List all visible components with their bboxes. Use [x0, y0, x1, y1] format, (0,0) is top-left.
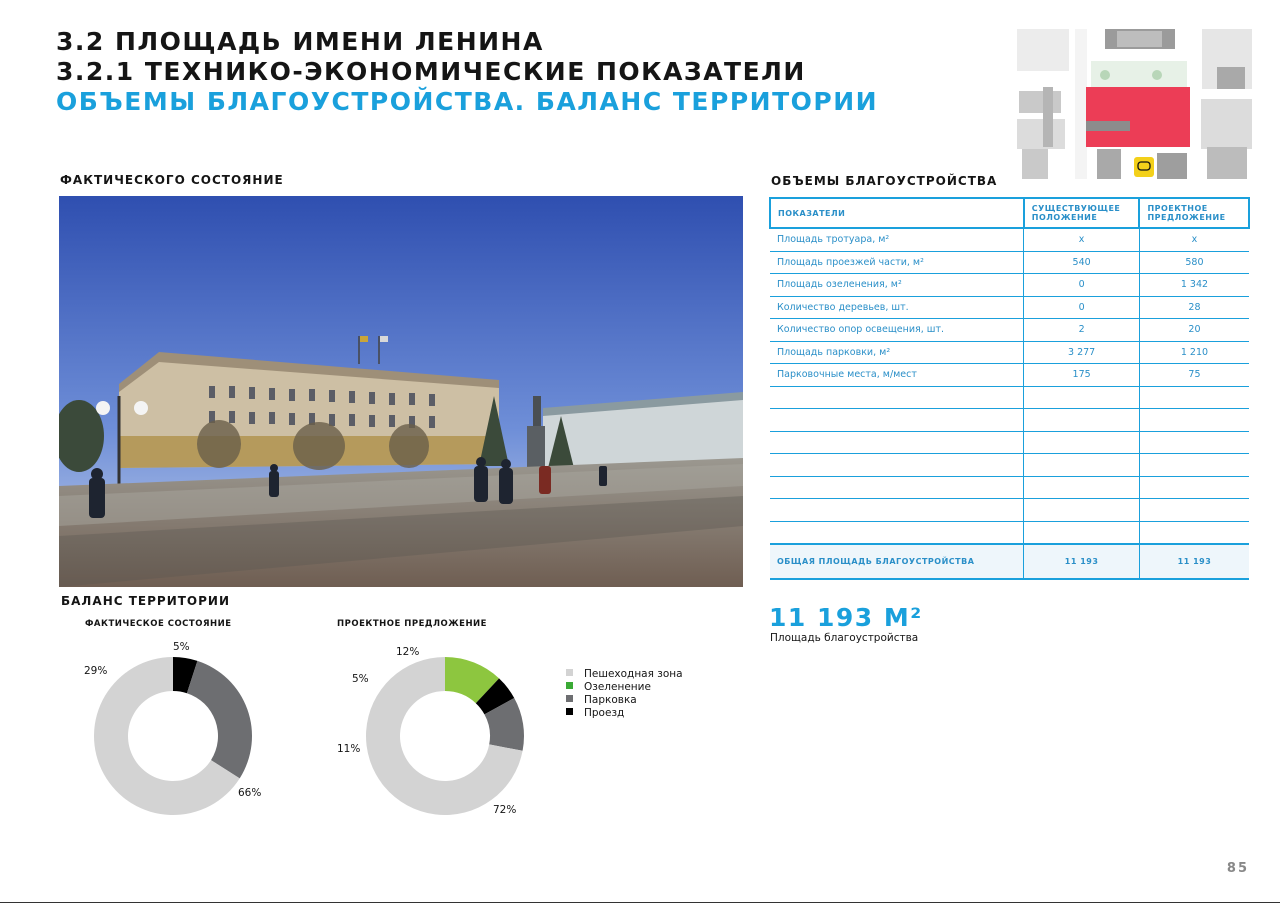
square-photo: [59, 196, 743, 587]
table-cell: Парковочные места, м/мест: [770, 364, 1024, 387]
slice-label: 5%: [352, 673, 369, 685]
table-cell: Количество деревьев, шт.: [770, 296, 1024, 319]
empty-table-row: [770, 454, 1249, 477]
chart-title-existing: ФАКТИЧЕСКОЕ СОСТОЯНИЕ: [85, 619, 232, 629]
column-header: ПРОЕКТНОЕ ПРЕДЛОЖЕНИЕ: [1139, 198, 1249, 228]
slice-label: 12%: [396, 646, 420, 658]
table-cell: 28: [1139, 296, 1249, 319]
project-area-highlight: [1086, 87, 1190, 147]
table-cell: 3 277: [1024, 341, 1140, 364]
photo-section-title: ФАКТИЧЕСКОГО СОСТОЯНИЕ: [60, 173, 284, 187]
table-cell: Количество опор освещения, шт.: [770, 319, 1024, 342]
table-cell: 75: [1139, 364, 1249, 387]
table-row: [770, 274, 1249, 297]
table-cell: 0: [1024, 274, 1140, 297]
location-marker-icon: [1134, 157, 1154, 177]
table-row: [770, 251, 1249, 274]
total-label: ОБЩАЯ ПЛОЩАДЬ БЛАГОУСТРОЙСТВА: [770, 544, 1024, 579]
empty-table-row: [770, 499, 1249, 522]
table-cell: 580: [1139, 251, 1249, 274]
table-cell: 2: [1024, 319, 1140, 342]
table-cell: 0: [1024, 296, 1140, 319]
table-cell: х: [1024, 228, 1140, 251]
table-header-row: [770, 198, 1249, 228]
donut-chart-existing: [92, 655, 254, 817]
total-existing: 11 193: [1024, 544, 1140, 579]
total-area-value: 11 193 М²: [769, 603, 923, 632]
legend-item: Озеленение: [566, 681, 683, 694]
column-header: СУЩЕСТВУЮЩЕЕ ПОЛОЖЕНИЕ: [1024, 198, 1140, 228]
chart-legend: [566, 668, 683, 720]
table-cell: Площадь озеленения, м²: [770, 274, 1024, 297]
slice-label: 29%: [84, 665, 108, 677]
indicators-table: [769, 197, 1250, 580]
slice-label: 5%: [173, 641, 190, 653]
legend-swatch: [566, 695, 573, 702]
page-number: 85: [1226, 861, 1249, 876]
table-cell: 20: [1139, 319, 1249, 342]
table-cell: х: [1139, 228, 1249, 251]
total-area-label: Площадь благоустройства: [770, 632, 919, 644]
slice-label: 66%: [238, 787, 262, 799]
slice-label: 11%: [337, 743, 361, 755]
table-section-title: ОБЪЕМЫ БЛАГОУСТРОЙСТВА: [771, 174, 998, 188]
table-cell: 1 210: [1139, 341, 1249, 364]
column-header: ПОКАЗАТЕЛИ: [770, 198, 1024, 228]
total-proposed: 11 193: [1139, 544, 1249, 579]
donut-chart-proposed: [364, 655, 526, 817]
legend-swatch: [566, 669, 573, 676]
empty-table-row: [770, 521, 1249, 544]
table-cell: Площадь тротуара, м²: [770, 228, 1024, 251]
subsection-title: 3.2.1 ТЕХНИКО-ЭКОНОМИЧЕСКИЕ ПОКАЗАТЕЛИ: [56, 57, 806, 86]
slice-label: 72%: [493, 804, 517, 816]
table-cell: 540: [1024, 251, 1140, 274]
legend-swatch: [566, 682, 573, 689]
table-row: [770, 341, 1249, 364]
donut-slice: [187, 661, 252, 778]
table-row: [770, 319, 1249, 342]
legend-swatch: [566, 708, 573, 715]
section-title: 3.2 ПЛОЩАДЬ ИМЕНИ ЛЕНИНА: [56, 27, 544, 56]
empty-table-row: [770, 409, 1249, 432]
empty-table-row: [770, 431, 1249, 454]
balance-section-title: БАЛАНС ТЕРРИТОРИИ: [61, 594, 230, 608]
bottom-divider: [0, 902, 1280, 903]
table-total-row: [770, 544, 1249, 579]
empty-table-row: [770, 476, 1249, 499]
table-cell: 175: [1024, 364, 1140, 387]
table-row: [770, 228, 1249, 251]
table-cell: 1 342: [1139, 274, 1249, 297]
chart-title-proposed: ПРОЕКТНОЕ ПРЕДЛОЖЕНИЕ: [337, 619, 487, 629]
table-row: [770, 296, 1249, 319]
legend-item: Пешеходная зона: [566, 668, 683, 681]
legend-item: Проезд: [566, 707, 683, 720]
table-row: [770, 364, 1249, 387]
page-heading: ОБЪЕМЫ БЛАГОУСТРОЙСТВА. БАЛАНС ТЕРРИТОРИИ: [56, 87, 879, 116]
table-cell: Площадь проезжей части, м²: [770, 251, 1024, 274]
table-cell: Площадь парковки, м²: [770, 341, 1024, 364]
site-plan-map: [1017, 29, 1252, 179]
legend-item: Парковка: [566, 694, 683, 707]
empty-table-row: [770, 386, 1249, 409]
